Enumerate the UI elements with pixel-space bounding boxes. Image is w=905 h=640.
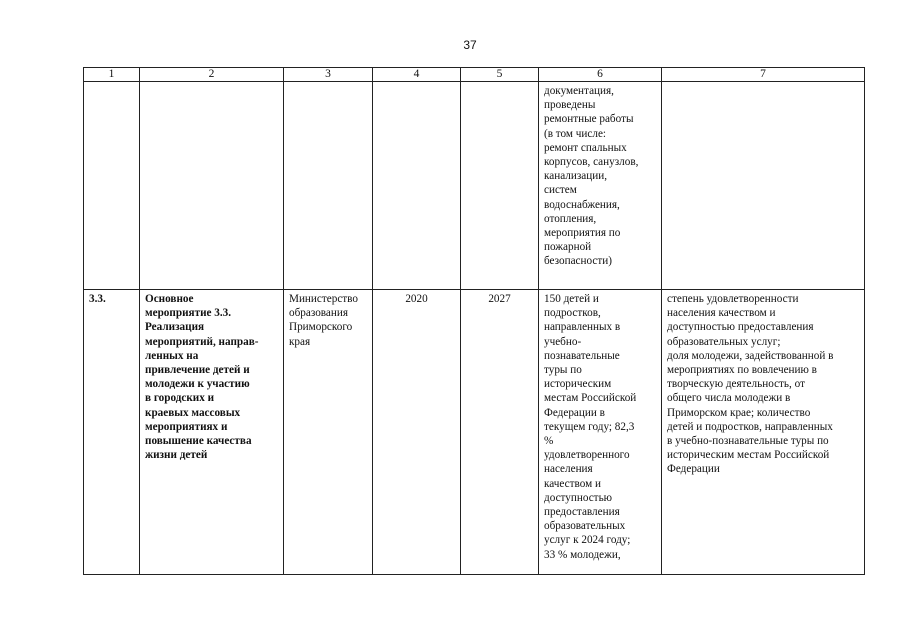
header-col-7: 7 <box>662 68 865 82</box>
cell-start-year: 2020 <box>373 290 461 575</box>
header-col-1: 1 <box>84 68 140 82</box>
header-col-2: 2 <box>140 68 284 82</box>
header-col-3: 3 <box>284 68 373 82</box>
cell-end-year: 2027 <box>461 290 539 575</box>
table-row-3-3 <box>84 290 865 575</box>
cell-empty <box>373 82 461 290</box>
page-number: 37 <box>463 38 477 52</box>
cell-expected-result: 150 детей и подростков, направленных в учебно- познавательные туры по историческим местам Российской Федерации в текущем году; 82,3 % удовлетворенного населения качеством и доступностью предоставления образовательных услуг к 2024 году; 33 % молодежи, <box>539 290 662 575</box>
cell-empty <box>284 82 373 290</box>
cell-row-number: 3.3. <box>84 290 140 575</box>
cell-result-continuation: документация, проведены ремонтные работы (в том числе: ремонт спальных корпусов, санузлов, канализации, систем водоснабжения, отопления, мероприятия по пожарной безопасности) <box>539 82 662 290</box>
header-row <box>84 68 865 82</box>
cell-empty <box>140 82 284 290</box>
program-table <box>83 67 865 575</box>
cell-empty <box>84 82 140 290</box>
cell-indicators: степень удовлетворенности населения качеством и доступностью предоставления образовательных услуг; доля молодежи, задействованной в мероприятиях по вовлечению в творческую деятельность, от общего числа молодежи в Приморском крае; количество детей и подростков, направленных в учебно-познавательные туры по историческим местам Российской Федерации <box>662 290 865 575</box>
cell-empty <box>461 82 539 290</box>
cell-event-name: Основное мероприятие 3.3. Реализация мероприятий, направ- ленных на привлечение детей и молодежи к участию в городских и краевых массовых мероприятиях и повышение качества жизни детей <box>140 290 284 575</box>
cell-empty <box>662 82 865 290</box>
header-col-5: 5 <box>461 68 539 82</box>
cell-executor: Министерство образования Приморского края <box>284 290 373 575</box>
header-col-4: 4 <box>373 68 461 82</box>
table-row-continuation <box>84 82 865 290</box>
header-col-6: 6 <box>539 68 662 82</box>
